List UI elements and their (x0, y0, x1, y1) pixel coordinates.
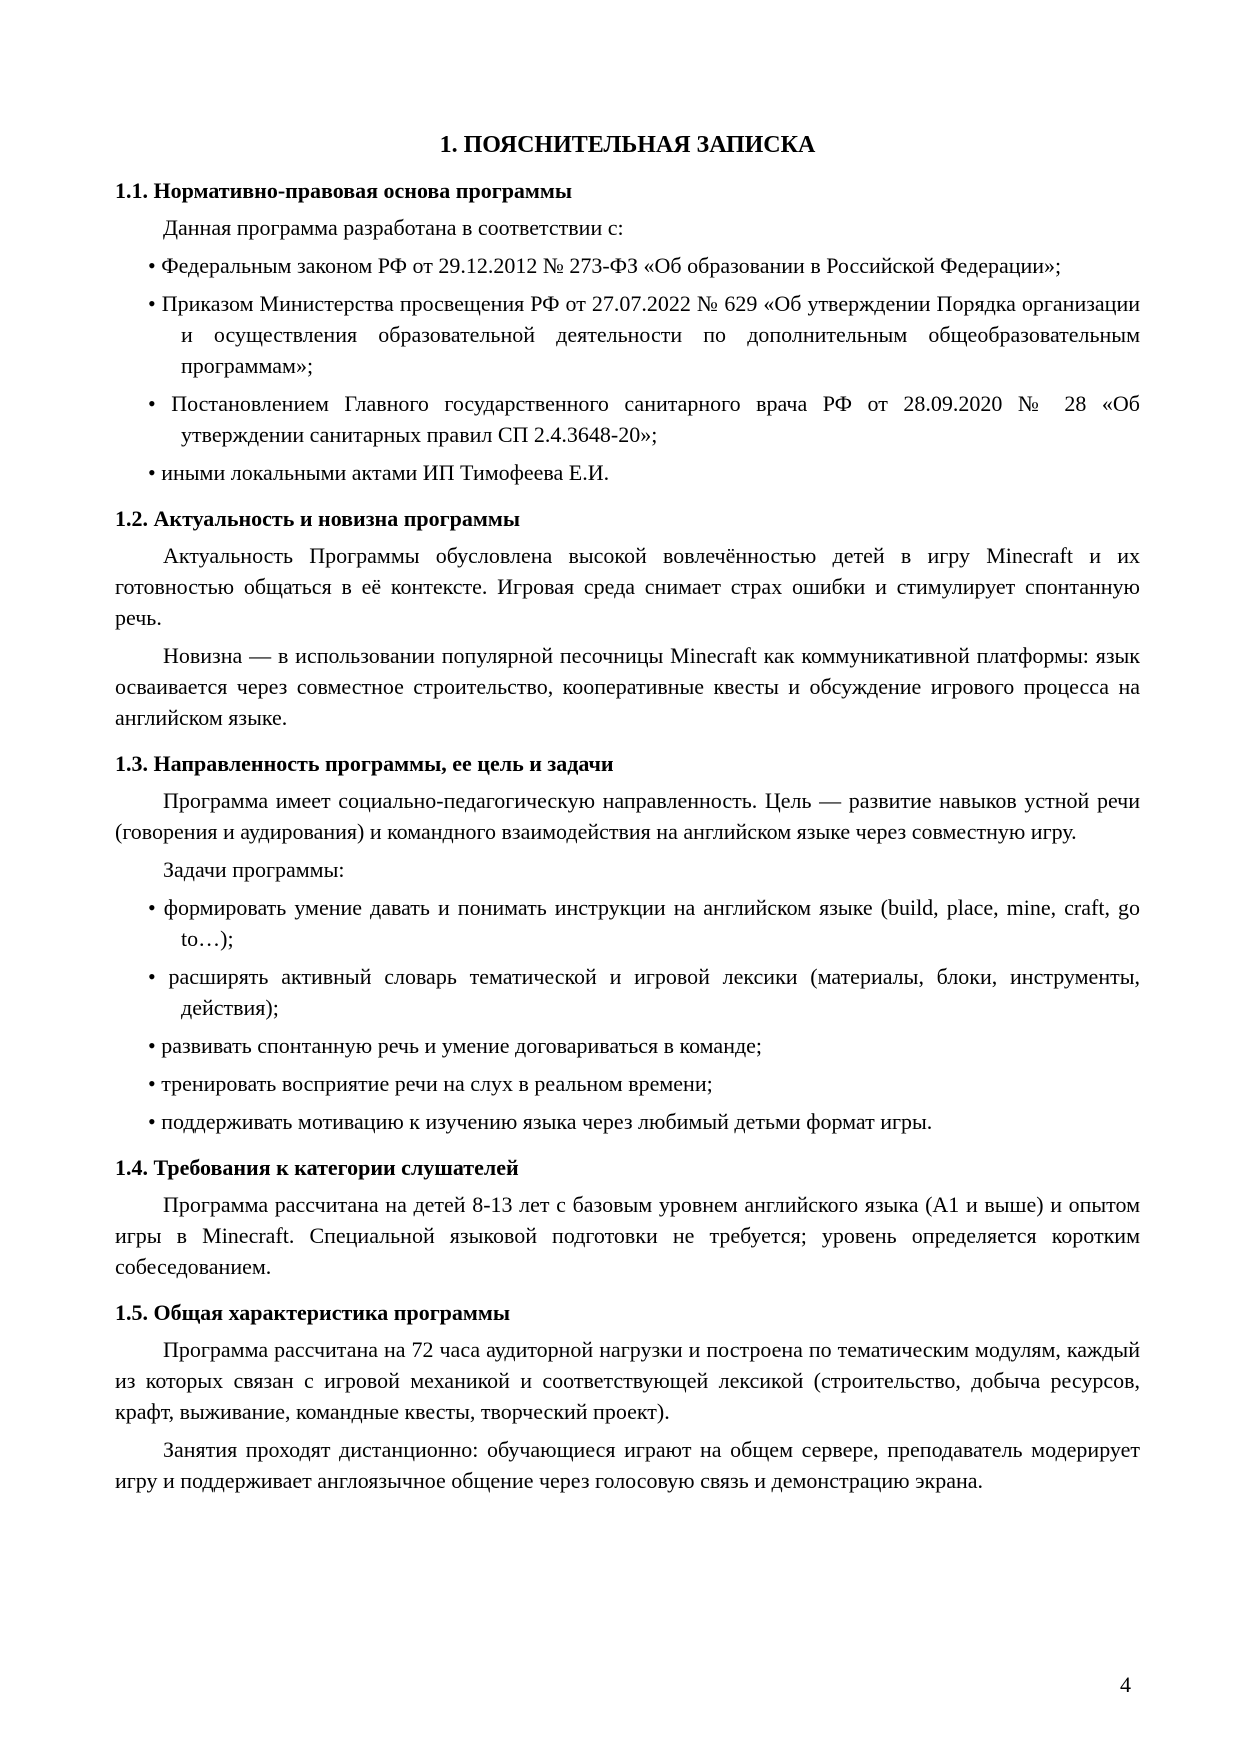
paragraph: Новизна — в использовании популярной песочницы Minecraft как коммуникативной платформы: язык осваивается через совместное строительство, кооперативные квесты и обсуждение игрового процесса на английском языке. (115, 643, 1140, 730)
bullet-item: • Постановлением Главного государственного санитарного врача РФ от 28.09.2020 № 28 «Об утверждении санитарных правил СП 2.4.3648-20»; (148, 391, 1140, 447)
bullet-item: • Федеральным законом РФ от 29.12.2012 № 273-ФЗ «Об образовании в Российской Федерации»; (148, 253, 1062, 278)
document-body (115, 176, 1140, 1512)
section-1-2 (115, 504, 1140, 733)
paragraph: Программа рассчитана на 72 часа аудиторной нагрузки и построена по тематическим модулям, каждый из которых связан с игровой механикой и соответствующей лексикой (строительство, добыча ресурсов, крафт, выживание, командные квесты, творческий проект). (115, 1337, 1140, 1424)
document-title: 1. ПОЯСНИТЕЛЬНАЯ ЗАПИСКА (439, 132, 816, 158)
bullet-item: • иными локальными актами ИП Тимофеева Е.И. (148, 460, 610, 485)
paragraph: Программа рассчитана на детей 8-13 лет с базовым уровнем английского языка (A1 и выше) и опытом игры в Minecraft. Специальной языковой подготовки не требуется; уровень определяется коротким собеседованием. (115, 1192, 1140, 1279)
section-1-1 (115, 176, 1140, 488)
page-number: 4 (1120, 1672, 1131, 1697)
document-page (115, 0, 1140, 1754)
section-1-5 (115, 1298, 1140, 1496)
bullet-item: • развивать спонтанную речь и умение договариваться в команде; (148, 1033, 763, 1058)
bullet-item: • расширять активный словарь тематической и игровой лексики (материалы, блоки, инструменты, действия); (148, 964, 1140, 1020)
bullet-item: • Приказом Министерства просвещения РФ от 27.07.2022 № 629 «Об утверждении Порядка организации и осуществления образовательной деятельности по дополнительным общеобразовательным программам»; (148, 291, 1140, 378)
section-heading: 1.3. Направленность программы, ее цель и задачи (115, 751, 614, 776)
section-heading: 1.4. Требования к категории слушателей (115, 1155, 519, 1180)
section-intro: Данная программа разработана в соответствии с: (163, 215, 624, 240)
section-1-4 (115, 1153, 1140, 1282)
paragraph: Занятия проходят дистанционно: обучающиеся играют на общем сервере, преподаватель модерирует игру и поддерживает англоязычное общение через голосовую связь и демонстрацию экрана. (115, 1437, 1140, 1493)
tasks-intro: Задачи программы: (163, 857, 345, 882)
section-1-3 (115, 749, 1140, 1137)
section-heading: 1.1. Нормативно-правовая основа программы (115, 178, 573, 203)
paragraph: Программа имеет социально-педагогическую направленность. Цель — развитие навыков устной речи (говорения и аудирования) и командного взаимодействия на английском языке через совместную игру. (115, 788, 1140, 844)
bullet-item: • поддерживать мотивацию к изучению языка через любимый детьми формат игры. (148, 1109, 933, 1134)
bullet-item: • тренировать восприятие речи на слух в реальном времени; (148, 1071, 713, 1096)
bullet-item: • формировать умение давать и понимать инструкции на английском языке (build, place, mine, craft, go to…); (148, 895, 1140, 951)
paragraph: Актуальность Программы обусловлена высокой вовлечённостью детей в игру Minecraft и их готовностью общаться в её контексте. Игровая среда снимает страх ошибки и стимулирует спонтанную речь. (115, 543, 1140, 630)
section-heading: 1.5. Общая характеристика программы (115, 1300, 511, 1325)
section-heading: 1.2. Актуальность и новизна программы (115, 506, 521, 531)
